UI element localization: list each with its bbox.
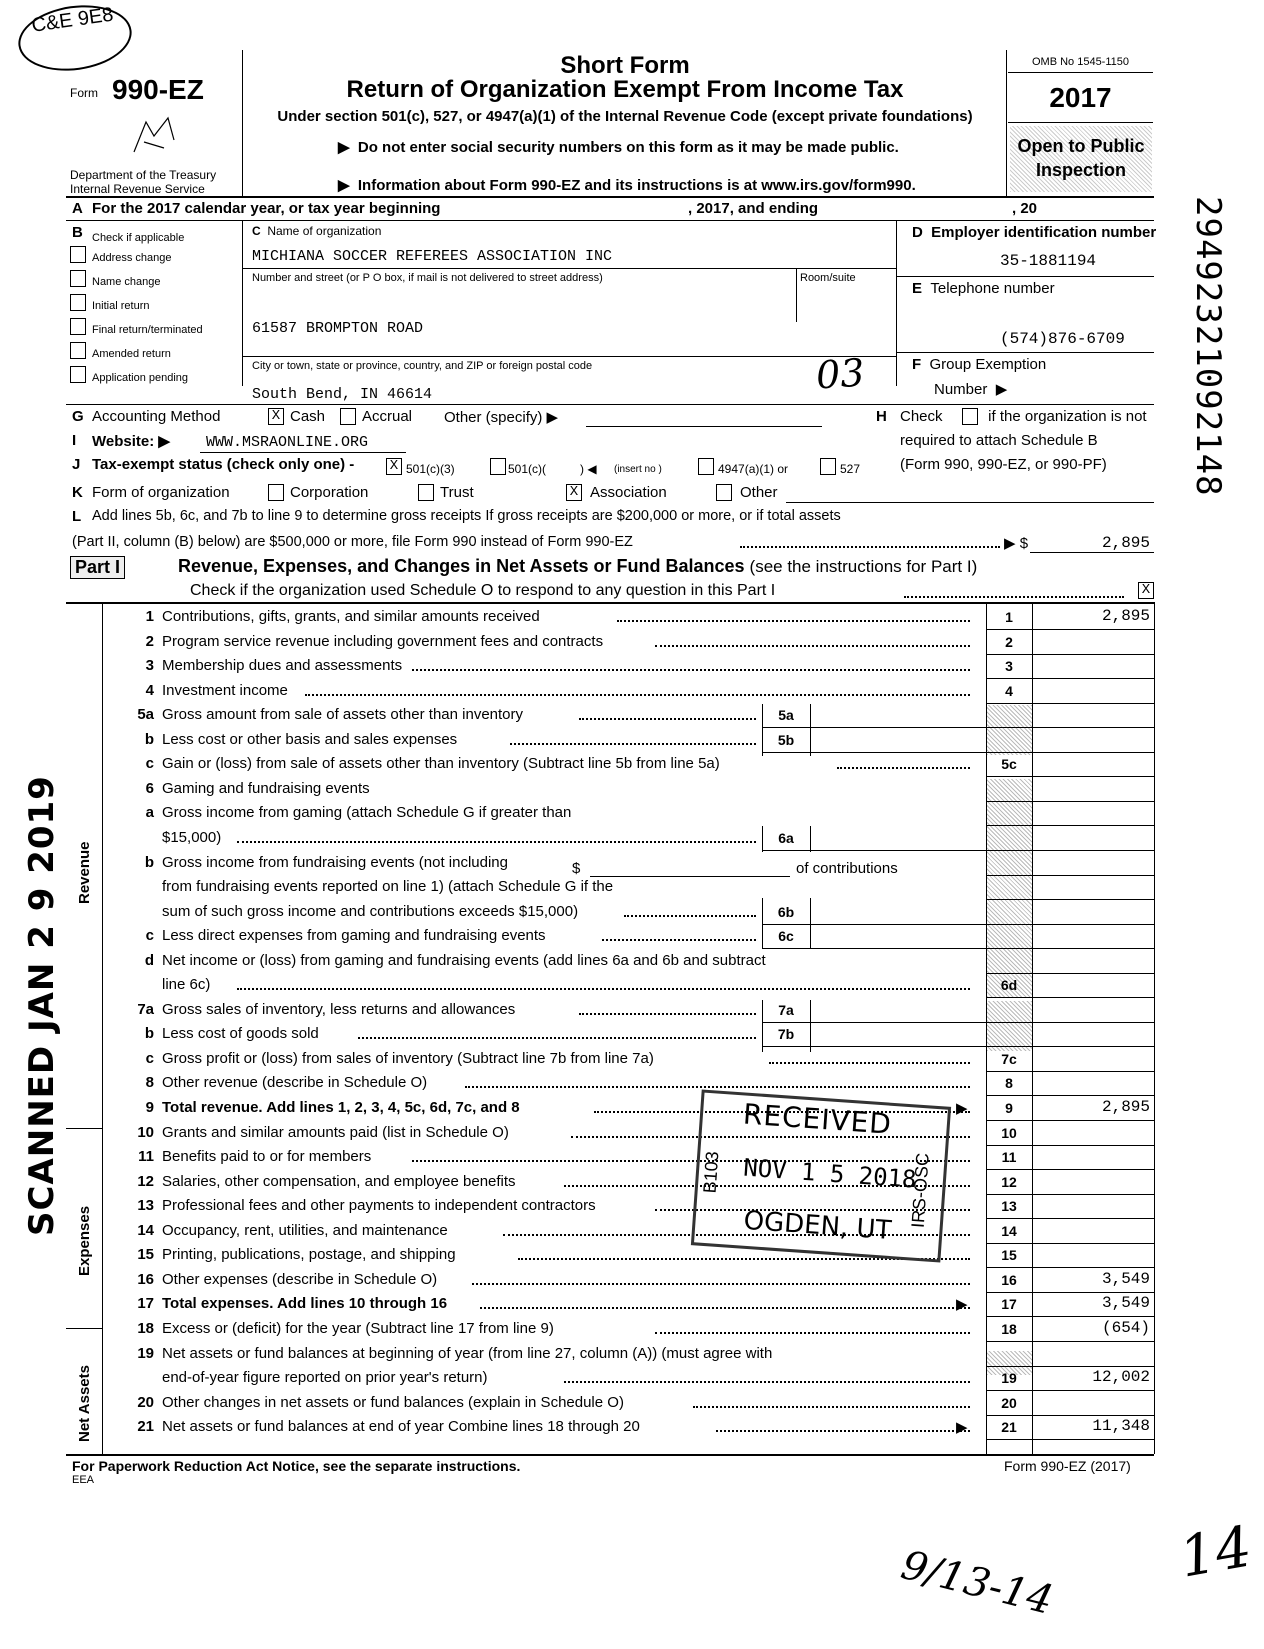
inner-box-rule [762,1046,986,1047]
corporation-checkbox[interactable] [268,484,284,501]
line-description: Occupancy, rent, utilities, and maintenance [162,1222,448,1239]
row-rule [986,1218,1154,1219]
line-description: Program service revenue including government fees and contracts [162,633,604,650]
line-h-check: Check [900,408,943,425]
line-number: 3 [145,657,154,674]
name-change-checkbox[interactable] [70,270,86,287]
line-description: Contributions, gifts, grants, and similar amounts received [162,608,540,625]
line-number: 19 [137,1345,154,1362]
row-rule [986,1095,1154,1096]
form-label: Form [70,86,98,100]
tax-exempt-label: Tax-exempt status (check only one) - [92,456,355,473]
dot-leader [472,1283,970,1285]
line-box-label: 16 [1001,1272,1017,1288]
dln-number-text: 29492321092148 [1188,196,1228,497]
other-specify-text: Other (specify) [444,409,543,426]
row-rule [986,899,1154,900]
schedule-b-checkbox[interactable] [962,408,978,425]
line-amount[interactable]: 2,895 [1101,607,1150,625]
dot-leader [716,1430,970,1432]
eea-label: EEA [72,1474,95,1486]
notice-ssn-text: Do not enter social security numbers on this form as it may be made public. [357,139,899,156]
name-change-label: Name change [92,276,161,288]
line-number: 17 [137,1295,154,1312]
4947-label: 4947(a)(1) or [718,462,789,476]
line-description: Net assets or fund balances at end of year Combine lines 18 through 20 [162,1418,640,1435]
line-number: a [145,804,154,821]
501c-close-paren: ) [580,462,584,476]
row-rule [986,1169,1154,1170]
notice-ssn: ▶ Do not enter social security numbers on this form as it may be made public. [338,139,899,156]
dot-leader [617,620,970,622]
line-number: 11 [138,1148,154,1165]
scanned-stamp: SCANNED JAN 2 9 2019 [22,775,62,1236]
inner-box-rule [762,850,986,851]
row-rule [986,1292,1154,1293]
line-box-label: 2 [1005,634,1013,650]
line-number: 21 [137,1418,154,1435]
line-box-label: 15 [1001,1247,1017,1263]
line-number: b [144,1025,154,1042]
row-rule [986,1071,1154,1072]
omb-number: OMB No 1545-1150 [1031,56,1130,68]
line-amount[interactable]: 3,549 [1101,1270,1150,1288]
room-label: Room/suite [800,272,856,284]
dot-leader [602,939,756,941]
amended-return-checkbox[interactable] [70,342,86,359]
dot-leader [579,718,756,720]
line-box-label: 14 [1001,1223,1017,1239]
line-number: 18 [137,1320,154,1337]
line-box-label: 7a [778,1002,794,1018]
line-h-text-3: required to attach Schedule B [900,432,1098,449]
line-number: b [144,731,154,748]
group-label: F Group Exemption [912,356,1047,373]
ein-label: D Employer identification number [912,224,1157,241]
handwritten-date [897,1542,1058,1624]
dot-leader [358,1037,756,1039]
check-if-applicable-label [92,228,184,246]
dot-leader [837,767,970,769]
arrow-icon: ▶ [956,1296,968,1313]
line-description: Less direct expenses from gaming and fundraising events [162,927,546,944]
handwritten-14 [1175,1514,1256,1590]
dot-leader [465,1086,970,1088]
line-a-text: For the 2017 calendar year, or tax year beginning [92,200,441,217]
corner-stamp-text: C&E 9E8 [30,3,115,37]
line-box-label: 20 [1001,1395,1017,1411]
line-description: $15,000) [162,829,222,846]
title-main: Return of Organization Exempt From Income Tax [346,76,904,103]
row-rule [986,1316,1154,1317]
row-rule [986,1046,1154,1047]
group-label-text: Group Exemption [929,356,1047,373]
subtitle: Under section 501(c), 527, or 4947(a)(1) of the Internal Revenue Code (except private foundations) [277,108,973,125]
line-number: 8 [145,1074,154,1091]
dot-leader [237,841,756,843]
line-description: Less cost of goods sold [162,1025,319,1042]
dot-leader [655,1332,970,1334]
handwritten-03-text: 03 [814,350,866,398]
row-rule [986,1243,1154,1244]
inner-box-rule [762,1022,986,1023]
row-rule [986,1341,1154,1342]
line-box-label: 6a [778,830,794,846]
line-box-label: 5a [778,707,794,723]
line-box-label: 17 [1001,1296,1017,1312]
website-label-text: Website: [92,433,155,450]
amended-return-label: Amended return [92,348,171,360]
notice-info: ▶ Information about Form 990-EZ and its instructions is at www.irs.gov/form990. [338,177,916,194]
line-description: Other changes in net assets or fund balances (explain in Schedule O) [162,1394,624,1411]
line-number: 1 [145,608,154,625]
phone-label-text: Telephone number [930,280,1055,297]
corner-stamp [14,0,136,78]
title-short-form: Short Form [560,52,690,79]
line-description: Investment income [162,682,288,699]
other-org-label: Other [740,484,778,501]
part-i-title [178,556,977,577]
line-description: Excess or (deficit) for the year (Subtract line 17 from line 9) [162,1320,554,1337]
row-rule [986,875,1154,876]
initial-return-checkbox[interactable] [70,294,86,311]
open-public-2: Inspection [1035,160,1126,180]
line-number: 10 [137,1124,154,1141]
line-box-label: 7b [777,1026,795,1042]
application-pending-label: Application pending [92,372,189,384]
row-rule [986,801,1154,802]
row-rule [986,1145,1154,1146]
line-a-end: , 20 [1012,200,1038,217]
line-description: Gross income from fundraising events (not including [162,854,508,871]
row-rule [986,1194,1154,1195]
application-pending-checkbox[interactable] [70,366,86,383]
schedule-o-check-text: Check if the organization used Schedule O to respond to any question in this Part I [190,582,776,599]
received-stamp-date: NOV 1 5 2018 [742,1153,918,1194]
line-description: Gaming and fundraising events [162,780,370,797]
line-description: from fundraising events reported on line 1) (attach Schedule G if the [162,878,614,895]
line-number: d [144,952,154,969]
paperwork-notice: For Paperwork Reduction Act Notice, see the separate instructions. [72,1458,521,1474]
org-name[interactable]: MICHIANA SOCCER REFEREES ASSOCIATION INC [252,248,613,265]
accounting-method-label: Accounting Method [92,408,221,425]
handwritten-03 [815,350,866,397]
line-number: 20 [137,1394,154,1411]
trust-label: Trust [440,484,474,501]
line-number: 2 [145,633,154,650]
line-description: Gross income from gaming (attach Schedule G if greater than [162,804,572,821]
line-description: Printing, publications, postage, and shipping [162,1246,456,1263]
line-description: Salaries, other compensation, and employee benefits [162,1173,516,1190]
line-number: c [145,927,154,944]
line-box-label: 6b [777,904,795,920]
527-checkbox[interactable] [820,458,836,475]
line-box-label: 9 [1005,1100,1013,1116]
dot-leader [412,669,970,671]
527-label: 527 [840,462,861,476]
row-rule [986,850,1154,851]
final-return-checkbox[interactable] [70,318,86,335]
insert-no-label: (insert no ) [614,464,662,475]
part-i-title-suffix: (see the instructions for Part I) [749,557,978,576]
line-number: 16 [137,1271,154,1288]
4947-checkbox[interactable] [698,458,714,475]
street-label: Number and street (or P O box, if mail is not delivered to street address) [252,272,603,284]
org-name-label: C Name of organization [252,224,382,238]
line-number: 14 [137,1222,154,1239]
line-box-label: 6d [1000,977,1018,993]
net-assets-side-label: Net Assets [76,1365,93,1442]
line-number: c [145,755,154,772]
line-6b-dollar: $ [572,860,581,877]
line-description: Gross amount from sale of assets other than inventory [162,706,524,723]
line-description: end-of-year figure reported on prior year's return) [162,1369,488,1386]
received-stamp-left-code: B103 [699,1150,723,1194]
line-box-label: 3 [1005,658,1013,674]
row-rule [986,1267,1154,1268]
line-box-label: 13 [1001,1198,1017,1214]
line-box-label: 11 [1001,1149,1017,1165]
line-description: Other revenue (describe in Schedule O) [162,1074,428,1091]
line-box-label: 5b [777,732,795,748]
line-box-label: 7c [1001,1051,1017,1067]
dln-number [1188,196,1228,497]
arrow-icon: ▶ [956,1100,968,1117]
line-box-label: 4 [1005,683,1013,699]
line-box-label: 21 [1001,1419,1017,1435]
501c-close: ) ◀ [580,462,597,476]
501c3-checkbox[interactable]: X [386,458,402,475]
line-box-label: 8 [1005,1075,1013,1091]
cash-checkbox[interactable]: X [268,408,284,425]
form-footer-id: Form 990-EZ (2017) [1004,1458,1131,1474]
line-number: 15 [137,1246,154,1263]
city-value[interactable]: South Bend, IN 46614 [252,386,433,403]
row-rule [986,1439,1154,1440]
line-description: line 6c) [162,976,211,993]
line-l-dollar-sign: $ [1019,535,1029,552]
line-amount[interactable]: 12,002 [1092,1368,1150,1386]
line-description: Membership dues and assessments [162,657,403,674]
line-l-dollar: ▶ $ [1004,535,1029,552]
inner-box-rule [762,948,986,949]
line-description: Benefits paid to or for members [162,1148,372,1165]
line-amount[interactable]: 2,895 [1101,1098,1150,1116]
line-amount[interactable]: 3,549 [1101,1294,1150,1312]
received-stamp [691,1089,951,1262]
tax-year: 2017 [1049,82,1112,113]
irs-text: Internal Revenue Service [70,182,205,196]
dot-leader [624,915,756,917]
line-h-text-2: if the organization is not [988,408,1147,425]
form-of-org-label: Form of organization [92,484,230,501]
line-box-label: 6c [778,928,794,944]
part-i-label-text: Part I [75,557,121,577]
501c-checkbox[interactable] [490,458,506,475]
dot-leader [237,988,970,990]
501c3-label: 501(c)(3) [406,462,455,476]
revenue-side-label: Revenue [76,841,93,904]
city-label: City or town, state or province, country, and ZIP or foreign postal code [252,360,593,372]
inner-box-rule [762,727,986,728]
line-description: Grants and similar amounts paid (list in Schedule O) [162,1124,509,1141]
inner-box-rule [762,752,986,753]
handwritten-14-text: 14 [1174,1514,1257,1591]
received-stamp-right-code: IRS-OSC [907,1152,933,1229]
line-description: Gross profit or (loss) from sales of inventory (Subtract line 7b from line 7a) [162,1050,654,1067]
row-rule [986,1390,1154,1391]
row-rule [986,997,1154,998]
row-rule [986,703,1154,704]
street-value[interactable]: 61587 BROMPTON ROAD [252,320,424,337]
other-specify-label: Other (specify) ▶ [444,409,559,426]
initial-return-label: Initial return [92,300,150,312]
association-label: Association [590,484,667,501]
eagle-icon [124,112,184,162]
phone-value[interactable]: (574)876-6709 [1000,330,1125,348]
accrual-label: Accrual [362,408,413,425]
row-rule [986,1415,1154,1416]
line-number: 9 [145,1099,154,1116]
address-change-label: Address change [92,252,172,264]
line-description: sum of such gross income and contributions exceeds $15,000) [162,903,579,920]
line-amount[interactable]: 11,348 [1092,1417,1150,1435]
dot-leader [510,743,756,745]
org-name-label-text: Name of organization [267,224,382,238]
row-rule [986,654,1154,655]
group-number-text: Number [934,381,988,398]
phone-label: E Telephone number [912,280,1055,297]
ein-value[interactable]: 35-1881194 [1000,252,1097,270]
line-number: b [144,854,154,871]
row-rule [986,1366,1154,1367]
notice-info-text: Information about Form 990-EZ and its instructions is at www.irs.gov/form990. [357,177,916,194]
check-if-applicable-text: Check if applicable [92,232,185,244]
open-public-1: Open to Public [1017,136,1145,156]
address-change-checkbox[interactable] [70,246,86,263]
line-box-label: 18 [1001,1321,1017,1337]
received-stamp-place: OGDEN, UT [742,1205,893,1247]
line-number: 12 [137,1173,154,1190]
cash-label: Cash [290,408,326,425]
trust-checkbox[interactable] [418,484,434,501]
inner-box-rule [762,924,986,925]
line-number: 4 [145,682,154,699]
association-checkbox[interactable]: X [566,484,582,501]
row-rule [986,727,1154,728]
row-rule [986,973,1154,974]
dot-leader [305,694,970,696]
handwritten-date-text: 9/13-14 [896,1542,1058,1624]
ein-label-text: Employer identification number [931,224,1157,241]
line-h-text-4: (Form 990, 990-EZ, or 990-PF) [900,456,1107,473]
row-rule [986,752,1154,753]
dot-leader [769,1062,970,1064]
line-description: Total expenses. Add lines 10 through 16 [162,1295,448,1312]
line-box-label: 10 [1001,1125,1017,1141]
line-number: 13 [137,1197,154,1214]
accrual-checkbox[interactable] [340,408,356,425]
dot-leader [693,1406,970,1408]
line-number: 7a [137,1001,154,1018]
dot-leader [564,1381,970,1383]
corporation-label: Corporation [290,484,369,501]
part-i-label [70,556,125,579]
line-amount[interactable]: (654) [1101,1319,1150,1337]
line-6b-suffix: of contributions [796,860,898,877]
line-description: Professional fees and other payments to independent contractors [162,1197,596,1214]
line-description: Gross sales of inventory, less returns and allowances [162,1001,516,1018]
line-a-mid: , 2017, and ending [688,200,819,217]
dot-leader [655,645,970,647]
part-i-title-text: Revenue, Expenses, and Changes in Net Assets or Fund Balances [178,556,745,576]
501c-label: 501(c)( [508,462,547,476]
dept-text: Department of the Treasury [70,168,217,182]
row-rule [986,1120,1154,1121]
line-l-text-2: (Part II, column (B) below) are $500,000 or more, file Form 990 instead of Form 990-EZ [72,534,633,550]
line-box-label: 1 [1005,609,1013,625]
line-box-label: 5c [1001,756,1017,772]
line-number: 5a [137,706,154,723]
dot-leader [579,1013,756,1015]
line-number: 6 [145,780,154,797]
line-description: Gain or (loss) from sale of assets other than inventory (Subtract line 5b from line 5a) [162,755,720,772]
gross-receipts-value[interactable]: 2,895 [1101,534,1150,552]
line-box-label: 19 [1001,1370,1017,1386]
form-number: 990-EZ [112,74,204,105]
line-box-label: 12 [1001,1174,1017,1190]
dot-leader [480,1307,970,1309]
row-rule [986,924,1154,925]
line-description: Total revenue. Add lines 1, 2, 3, 4, 5c, 6d, 7c, and 8 [162,1099,520,1116]
line-l-text-1: Add lines 5b, 6c, and 7b to line 9 to determine gross receipts If gross receipts are $200,000 or more, or if total assets [92,508,841,524]
line-description: Less cost or other basis and sales expenses [162,731,458,748]
line-description: Net assets or fund balances at beginning of year (from line 27, column (A)) (must agree with [162,1345,773,1362]
arrow-icon: ▶ [956,1419,968,1436]
line-number: c [145,1050,154,1067]
schedule-o-checkbox[interactable]: X [1138,582,1154,599]
expenses-side-label: Expenses [76,1205,93,1276]
received-stamp-title: RECEIVED [741,1097,893,1141]
other-org-checkbox[interactable] [716,484,732,501]
row-rule [986,1022,1154,1023]
website-label: Website: ▶ [92,433,170,450]
group-number-label: Number ▶ [934,381,1008,398]
row-rule [986,948,1154,949]
line-h-text [984,408,1147,425]
line-description: Net income or (loss) from gaming and fundraising events (add lines 6a and 6b and subtract [162,952,766,969]
row-rule [986,678,1154,679]
final-return-label: Final return/terminated [92,324,203,336]
row-rule [986,629,1154,630]
row-rule [986,825,1154,826]
row-rule [986,776,1154,777]
website-value[interactable]: WWW.MSRAONLINE.ORG [206,434,369,451]
line-description: Other expenses (describe in Schedule O) [162,1271,438,1288]
